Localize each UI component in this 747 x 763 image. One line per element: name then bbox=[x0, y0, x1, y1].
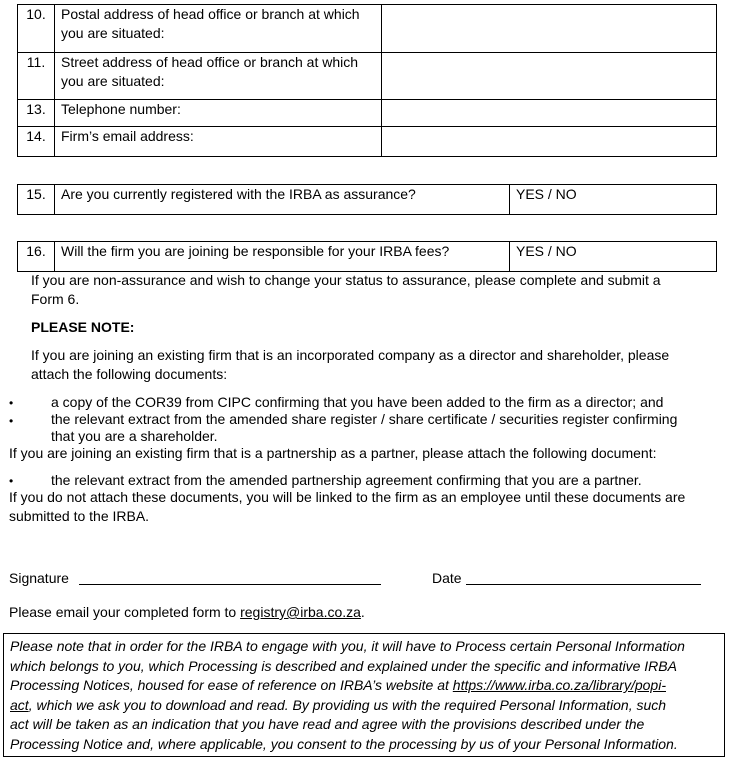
notice-line: Please note that in order for the IRBA to engage with you, it will have to Process certain Personal Information bbox=[10, 638, 685, 654]
text-line: If you do not attach these documents, you will be linked to the firm as an employee until these documents are bbox=[9, 489, 686, 505]
email-prefix: Please email your completed form to bbox=[9, 604, 241, 620]
notice-line: Processing Notice and, where applicable, you consent to the processing by us of your Personal Information. bbox=[10, 735, 678, 752]
table-row bbox=[18, 127, 717, 157]
question-15-table bbox=[17, 184, 717, 215]
signature-label: Signature bbox=[9, 570, 69, 586]
popi-link-continued[interactable]: act bbox=[10, 696, 29, 713]
row-label: Firm’s email address: bbox=[55, 127, 382, 157]
notice-line: which belongs to you, which Processing is described and explained under the specific and informative IRBA bbox=[10, 657, 677, 674]
popi-link[interactable]: https://www.irba.co.za/library/popi- bbox=[452, 677, 666, 693]
row-number: 15. bbox=[18, 185, 55, 215]
label-line: you are situated: bbox=[61, 25, 165, 41]
telephone-field[interactable] bbox=[382, 100, 717, 127]
notice-text: , which we ask you to download and read. By providing us with the required Personal Information, such bbox=[28, 696, 667, 713]
text-line: Form 6. bbox=[31, 291, 80, 307]
personal-information-notice bbox=[3, 633, 725, 757]
email-link[interactable]: registry@irba.co.za bbox=[240, 604, 361, 620]
text-line: the relevant extract from the amended share register / share certificate / securities register confirming bbox=[51, 411, 678, 427]
street-address-field[interactable] bbox=[382, 53, 717, 100]
firm-details-table bbox=[17, 4, 717, 157]
list-item: the relevant extract from the amended partnership agreement confirming that you are a partner. bbox=[51, 472, 642, 488]
status-change-paragraph bbox=[31, 271, 661, 309]
date-line[interactable] bbox=[466, 584, 701, 585]
row-number: 14. bbox=[18, 127, 55, 157]
table-row bbox=[18, 5, 717, 53]
row-number: 10. bbox=[18, 5, 55, 53]
email-suffix: . bbox=[360, 604, 365, 620]
list-item: a copy of the COR39 from CIPC confirming that you have been added to the firm as a director; and bbox=[51, 394, 664, 410]
notice-line bbox=[10, 696, 718, 716]
date-label: Date bbox=[432, 570, 462, 586]
notice-line: act will be taken as an indication that you have read and agree with the provisions described under the bbox=[10, 716, 645, 732]
text-line: If you are non-assurance and wish to change your status to assurance, please complete and submit a bbox=[31, 272, 661, 288]
table-row bbox=[18, 53, 717, 100]
row-number: 16. bbox=[18, 242, 55, 272]
email-field[interactable] bbox=[382, 127, 717, 157]
question-16-table bbox=[17, 241, 717, 272]
list-item bbox=[51, 411, 677, 445]
director-shareholder-paragraph bbox=[31, 346, 669, 384]
text-line: If you are joining an existing firm that is an incorporated company as a director and shareholder, please bbox=[31, 347, 670, 363]
question-label: Are you currently registered with the IRBA as assurance? bbox=[55, 185, 510, 215]
table-row bbox=[18, 242, 717, 272]
text-line: submitted to the IRBA. bbox=[9, 508, 150, 524]
label-line: Postal address of head office or branch at which bbox=[61, 6, 360, 22]
table-row bbox=[18, 185, 717, 215]
notice-text: Processing Notices, housed for ease of reference on IRBA’s website at bbox=[10, 677, 453, 693]
notice-line bbox=[10, 676, 718, 696]
row-label bbox=[55, 5, 382, 53]
label-line: you are situated: bbox=[61, 73, 165, 89]
label-line: Street address of head office or branch at which bbox=[61, 54, 359, 70]
text-line: attach the following documents: bbox=[31, 366, 228, 382]
signature-line[interactable] bbox=[79, 584, 381, 585]
bullet-icon: • bbox=[9, 414, 14, 428]
question-label: Will the firm you are joining be responsible for your IRBA fees? bbox=[55, 242, 510, 272]
bullet-icon: • bbox=[9, 474, 14, 488]
please-note-heading: PLEASE NOTE: bbox=[31, 319, 135, 335]
row-label bbox=[55, 53, 382, 100]
row-number: 13. bbox=[18, 100, 55, 127]
no-documents-paragraph bbox=[9, 488, 685, 526]
text-line: that you are a shareholder. bbox=[51, 428, 218, 444]
row-label: Telephone number: bbox=[55, 100, 382, 127]
partnership-paragraph: If you are joining an existing firm that is a partnership as a partner, please attach the following document: bbox=[9, 445, 657, 461]
row-number: 11. bbox=[18, 53, 55, 100]
table-row bbox=[18, 100, 717, 127]
email-instruction bbox=[9, 603, 365, 622]
yes-no-answer[interactable]: YES / NO bbox=[510, 242, 717, 272]
postal-address-field[interactable] bbox=[382, 5, 717, 53]
yes-no-answer[interactable]: YES / NO bbox=[510, 185, 717, 215]
bullet-icon: • bbox=[9, 396, 14, 410]
